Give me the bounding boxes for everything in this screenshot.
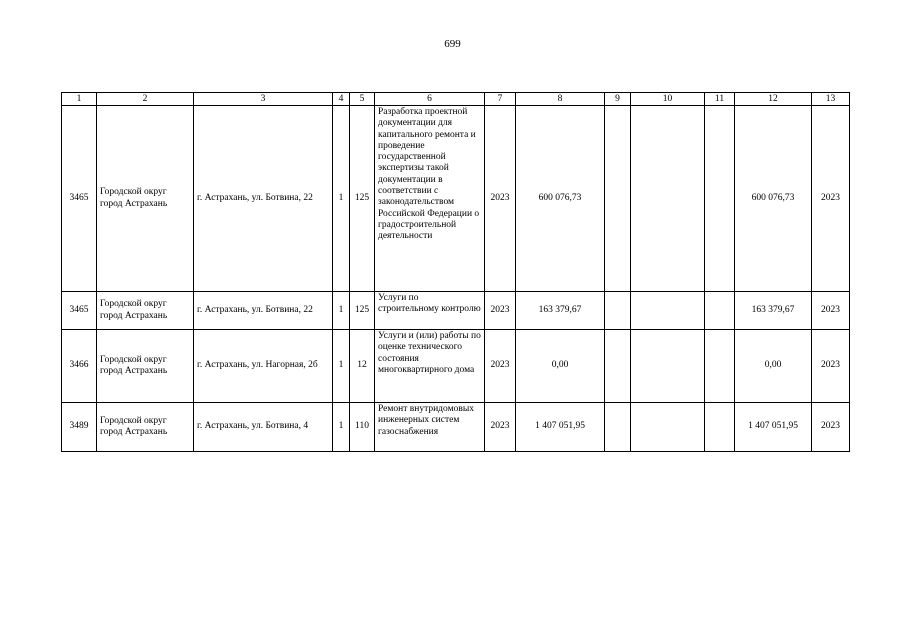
cell-address: г. Астрахань, ул. Ботвина, 22: [194, 292, 333, 330]
cell-amount-total: 600 076,73: [735, 106, 812, 292]
cell-col9: [605, 292, 631, 330]
cell-col10: [631, 292, 705, 330]
data-table: [61, 92, 850, 452]
cell-col9: [605, 330, 631, 403]
cell-col11: [705, 330, 735, 403]
table-row: [62, 106, 850, 292]
cell-work-type: Ремонт внутридомовых инженерных систем газоснабжения: [375, 403, 485, 452]
cell-address: г. Астрахань, ул. Нагорная, 2б: [194, 330, 333, 403]
cell-municipality: Городской округ город Астрахань: [97, 292, 194, 330]
cell-municipality: Городской округ город Астрахань: [97, 330, 194, 403]
cell-year-end: 2023: [812, 330, 850, 403]
table-row: [62, 403, 850, 452]
column-header: 5: [350, 93, 375, 106]
column-header: 4: [333, 93, 350, 106]
cell-col10: [631, 403, 705, 452]
cell-municipality: Городской округ город Астрахань: [97, 106, 194, 292]
header-row: [62, 93, 850, 106]
cell-col9: [605, 106, 631, 292]
cell-amount-total: 163 379,67: [735, 292, 812, 330]
cell-col11: [705, 292, 735, 330]
cell-address: г. Астрахань, ул. Ботвина, 4: [194, 403, 333, 452]
cell-col10: [631, 330, 705, 403]
page-number: 699: [444, 38, 461, 50]
cell-number: 3489: [62, 403, 97, 452]
cell-work-type: Разработка проектной документации для капитального ремонта и проведение государственной экспертизы такой документации в соответствии с законодательством Российской Федерации о градостроительной деятельности: [375, 106, 485, 292]
cell-number: 3465: [62, 106, 97, 292]
column-header: 13: [812, 93, 850, 106]
cell-number: 3465: [62, 292, 97, 330]
column-header: 9: [605, 93, 631, 106]
cell-year: 2023: [485, 330, 516, 403]
cell-year-end: 2023: [812, 106, 850, 292]
column-header: 11: [705, 93, 735, 106]
column-header: 3: [194, 93, 333, 106]
cell-work-type: Услуги по строительному контролю: [375, 292, 485, 330]
cell-amount: 1 407 051,95: [516, 403, 605, 452]
cell-col4: 1: [333, 106, 350, 292]
table-row: [62, 292, 850, 330]
cell-col4: 1: [333, 292, 350, 330]
cell-amount: 600 076,73: [516, 106, 605, 292]
cell-col5: 125: [350, 292, 375, 330]
cell-municipality: Городской округ город Астрахань: [97, 403, 194, 452]
cell-amount-total: 0,00: [735, 330, 812, 403]
cell-year: 2023: [485, 106, 516, 292]
table-row: [62, 330, 850, 403]
cell-year: 2023: [485, 292, 516, 330]
column-header: 6: [375, 93, 485, 106]
column-header: 8: [516, 93, 605, 106]
cell-col4: 1: [333, 330, 350, 403]
cell-col9: [605, 403, 631, 452]
cell-col10: [631, 106, 705, 292]
column-header: 7: [485, 93, 516, 106]
cell-col5: 125: [350, 106, 375, 292]
cell-amount: 163 379,67: [516, 292, 605, 330]
cell-year-end: 2023: [812, 403, 850, 452]
cell-col11: [705, 403, 735, 452]
cell-col11: [705, 106, 735, 292]
cell-col5: 110: [350, 403, 375, 452]
cell-year: 2023: [485, 403, 516, 452]
cell-amount-total: 1 407 051,95: [735, 403, 812, 452]
column-header: 12: [735, 93, 812, 106]
cell-work-type: Услуги и (или) работы по оценке технического состояния многоквартирного дома: [375, 330, 485, 403]
cell-amount: 0,00: [516, 330, 605, 403]
column-header: 2: [97, 93, 194, 106]
cell-year-end: 2023: [812, 292, 850, 330]
column-header: 1: [62, 93, 97, 106]
column-header: 10: [631, 93, 705, 106]
cell-col5: 12: [350, 330, 375, 403]
cell-number: 3466: [62, 330, 97, 403]
cell-col4: 1: [333, 403, 350, 452]
cell-address: г. Астрахань, ул. Ботвина, 22: [194, 106, 333, 292]
